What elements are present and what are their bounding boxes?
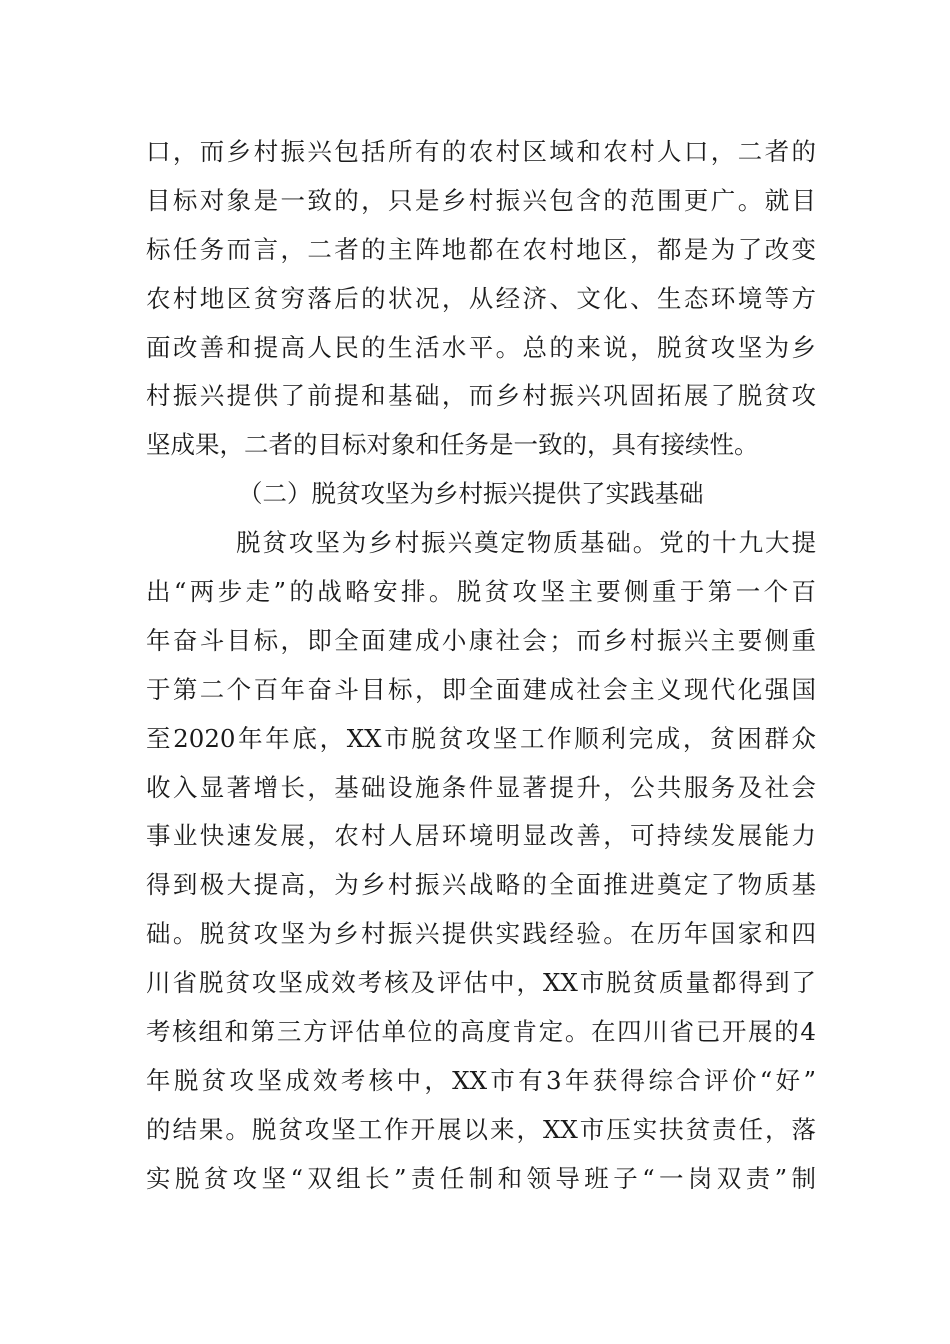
text-line: 口，而乡村振兴包括所有的农村区域和农村人口，二者的 [146,137,816,166]
text-line: 面改善和提高人民的生活水平。总的来说，脱贫攻坚为乡 [146,332,816,362]
text-line: 村振兴提供了前提和基础，而乡村振兴巩固拓展了脱贫攻 [146,381,816,411]
body-text [146,128,816,1204]
text-line: 坚成果，二者的目标对象和任务是一致的，具有接续性。 [146,430,759,460]
section-heading: （二）脱贫攻坚为乡村振兴提供了实践基础 [238,479,704,509]
text-line: 事业快速发展，农村人居环境明显改善，可持续发展能力 [146,821,816,851]
text-line: 目标对象是一致的，只是乡村振兴包含的范围更广。就目 [146,185,816,215]
text-line: 收入显著增长，基础设施条件显著提升，公共服务及社会 [146,772,816,802]
text-line: 于第二个百年奋斗目标，即全面建成社会主义现代化强国 [146,674,816,704]
text-line: 础。脱贫攻坚为乡村振兴提供实践经验。在历年国家和四 [146,919,816,949]
text-line: 川省脱贫攻坚成效考核及评估中，XX市脱贫质量都得到了 [146,968,816,998]
text-line: 实脱贫攻坚“双组长”责任制和领导班子“一岗双责”制 [146,1163,816,1193]
text-line: 出“两步走”的战略安排。脱贫攻坚主要侧重于第一个百 [146,577,816,607]
text-line: 农村地区贫穷落后的状况，从经济、文化、生态环境等方 [146,283,816,313]
text-line: 脱贫攻坚为乡村振兴奠定物质基础。党的十九大提 [236,528,816,558]
text-line: 得到极大提高，为乡村振兴战略的全面推进奠定了物质基 [146,870,816,900]
text-line: 年奋斗目标，即全面建成小康社会；而乡村振兴主要侧重 [146,625,816,655]
text-line: 标任务而言，二者的主阵地都在农村地区，都是为了改变 [146,234,816,264]
text-line: 年脱贫攻坚成效考核中，XX市有3年获得综合评价“好” [146,1065,816,1095]
text-line: 的结果。脱贫攻坚工作开展以来，XX市压实扶贫责任，落 [146,1114,816,1144]
text-line: 考核组和第三方评估单位的高度肯定。在四川省已开展的4 [146,1017,816,1047]
text-line: 至2020年年底，XX市脱贫攻坚工作顺利完成，贫困群众 [146,723,816,753]
